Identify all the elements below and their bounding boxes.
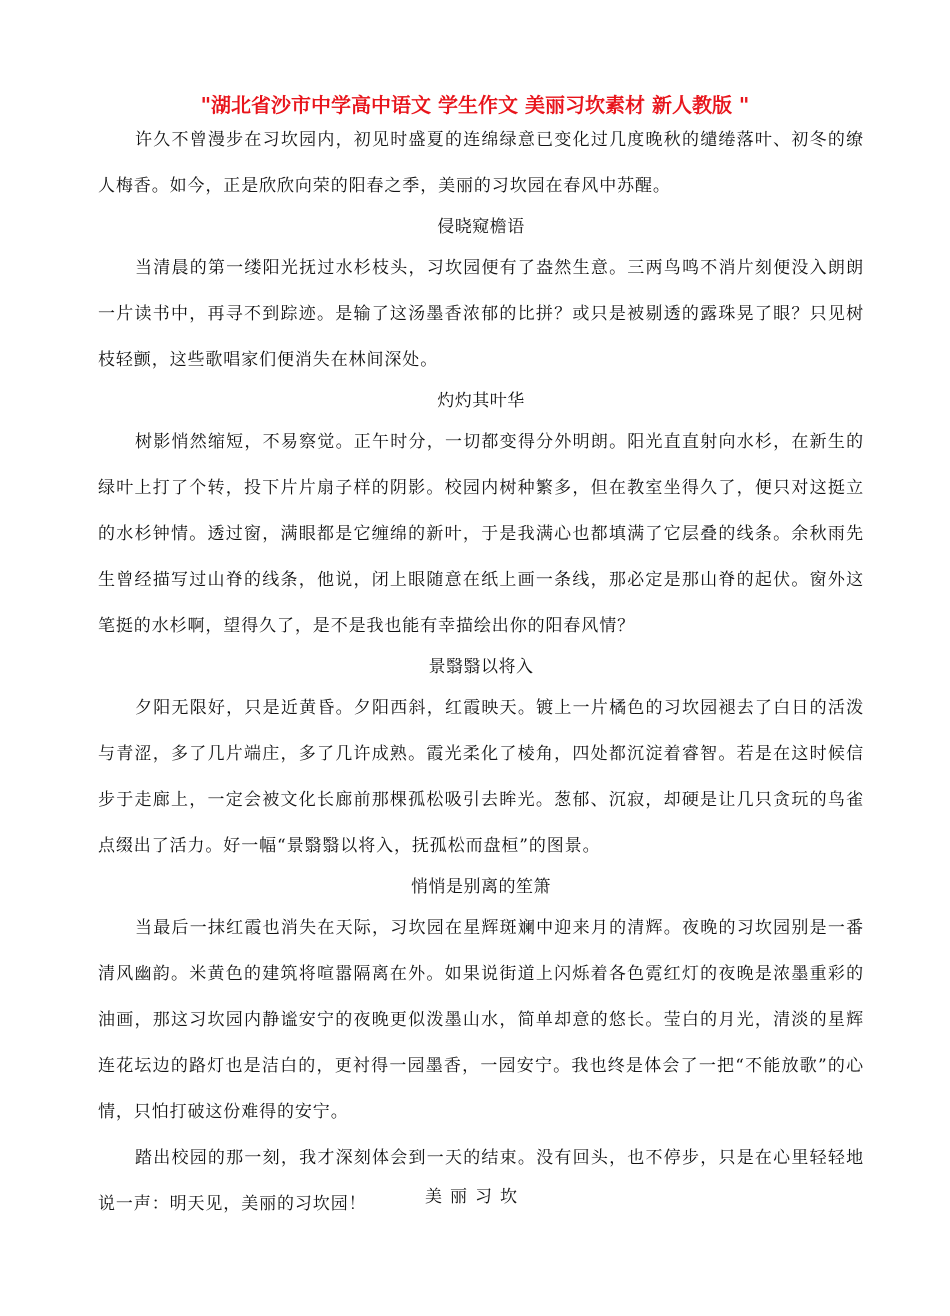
- footer-title: 美丽习坎: [425, 1187, 525, 1207]
- intro-paragraph: 许久不曾漫步在习坎园内，初见时盛夏的连绵绿意已变化过几度晚秋的缱绻落叶、初冬的缭人梅香。如今，正是欣欣向荣的阳春之季，美丽的习坎园在春风中苏醒。: [98, 130, 864, 196]
- section-paragraph: 树影悄然缩短，不易察觉。正午时分，一切都变得分外明朗。阳光直直射向水杉，在新生的绿叶上打了个转，投下片片扇子样的阴影。校园内树种繁多，但在教室坐得久了，便只对这挺立的水杉钟情。透过窗，满眼都是它缠绵的新叶，于是我满心也都填满了它层叠的线条。余秋雨先生曾经描写过山脊的线条，他说，闭上眼随意在纸上画一条线，那必定是那山脊的起伏。窗外这笔挺的水杉啊，望得久了，是不是我也能有幸描绘出你的阳春风情？: [98, 432, 864, 636]
- document-title: "湖北省沙市中学高中语文 学生作文 美丽习坎素材 新人教版 ": [200, 93, 750, 117]
- section-noon: [98, 383, 864, 649]
- closing-paragraph: 踏出校园的那一刻，我才深刻体会到一天的结束。没有回头，也不停步，只是在心里轻轻地说一声：明天见，美丽的习坎园！: [98, 1148, 864, 1214]
- document-body: [98, 117, 864, 1227]
- section-heading: 侵晓窥檐语: [437, 217, 525, 237]
- section-heading: 灼灼其叶华: [437, 391, 525, 411]
- section-paragraph: 当清晨的第一缕阳光抚过水杉枝头，习坎园便有了盎然生意。三两鸟鸣不消片刻便没入朗朗一片读书中，再寻不到踪迹。是输了这汤墨香浓郁的比拼？或只是被剔透的露珠晃了眼？只见树枝轻颤，这些歌唱家们便消失在林间深处。: [98, 258, 864, 370]
- section-paragraph: 当最后一抹红霞也消失在天际，习坎园在星辉斑斓中迎来月的清辉。夜晚的习坎园别是一番清风幽韵。米黄色的建筑将喧嚣隔离在外。如果说街道上闪烁着各色霓红灯的夜晚是浓墨重彩的油画，那这习坎园内静谧安宁的夜晚更似泼墨山水，简单却意的悠长。莹白的月光，清淡的星辉连花坛边的路灯也是洁白的，更衬得一园墨香，一园安宁。我也终是体会了一把“不能放歌”的心情，只怕打破这份难得的安宁。: [98, 918, 864, 1122]
- section-heading: 悄悄是别离的笙箫: [411, 877, 551, 897]
- section-morning: [98, 209, 864, 383]
- section-dusk: [98, 649, 864, 869]
- section-night: [98, 869, 864, 1227]
- section-heading: 景翳翳以将入: [428, 657, 534, 677]
- section-paragraph: 夕阳无限好，只是近黄昏。夕阳西斜，红霞映天。镀上一片橘色的习坎园褪去了白日的活泼与青涩，多了几片端庄，多了几许成熟。霞光柔化了棱角，四处都沉淀着睿智。若是在这时候信步于走廊上，一定会被文化长廊前那棵孤松吸引去眸光。葱郁、沉寂，却硬是让几只贪玩的鸟雀点缀出了活力。好一幅“景翳翳以将入，抚孤松而盘桓”的图景。: [98, 698, 864, 856]
